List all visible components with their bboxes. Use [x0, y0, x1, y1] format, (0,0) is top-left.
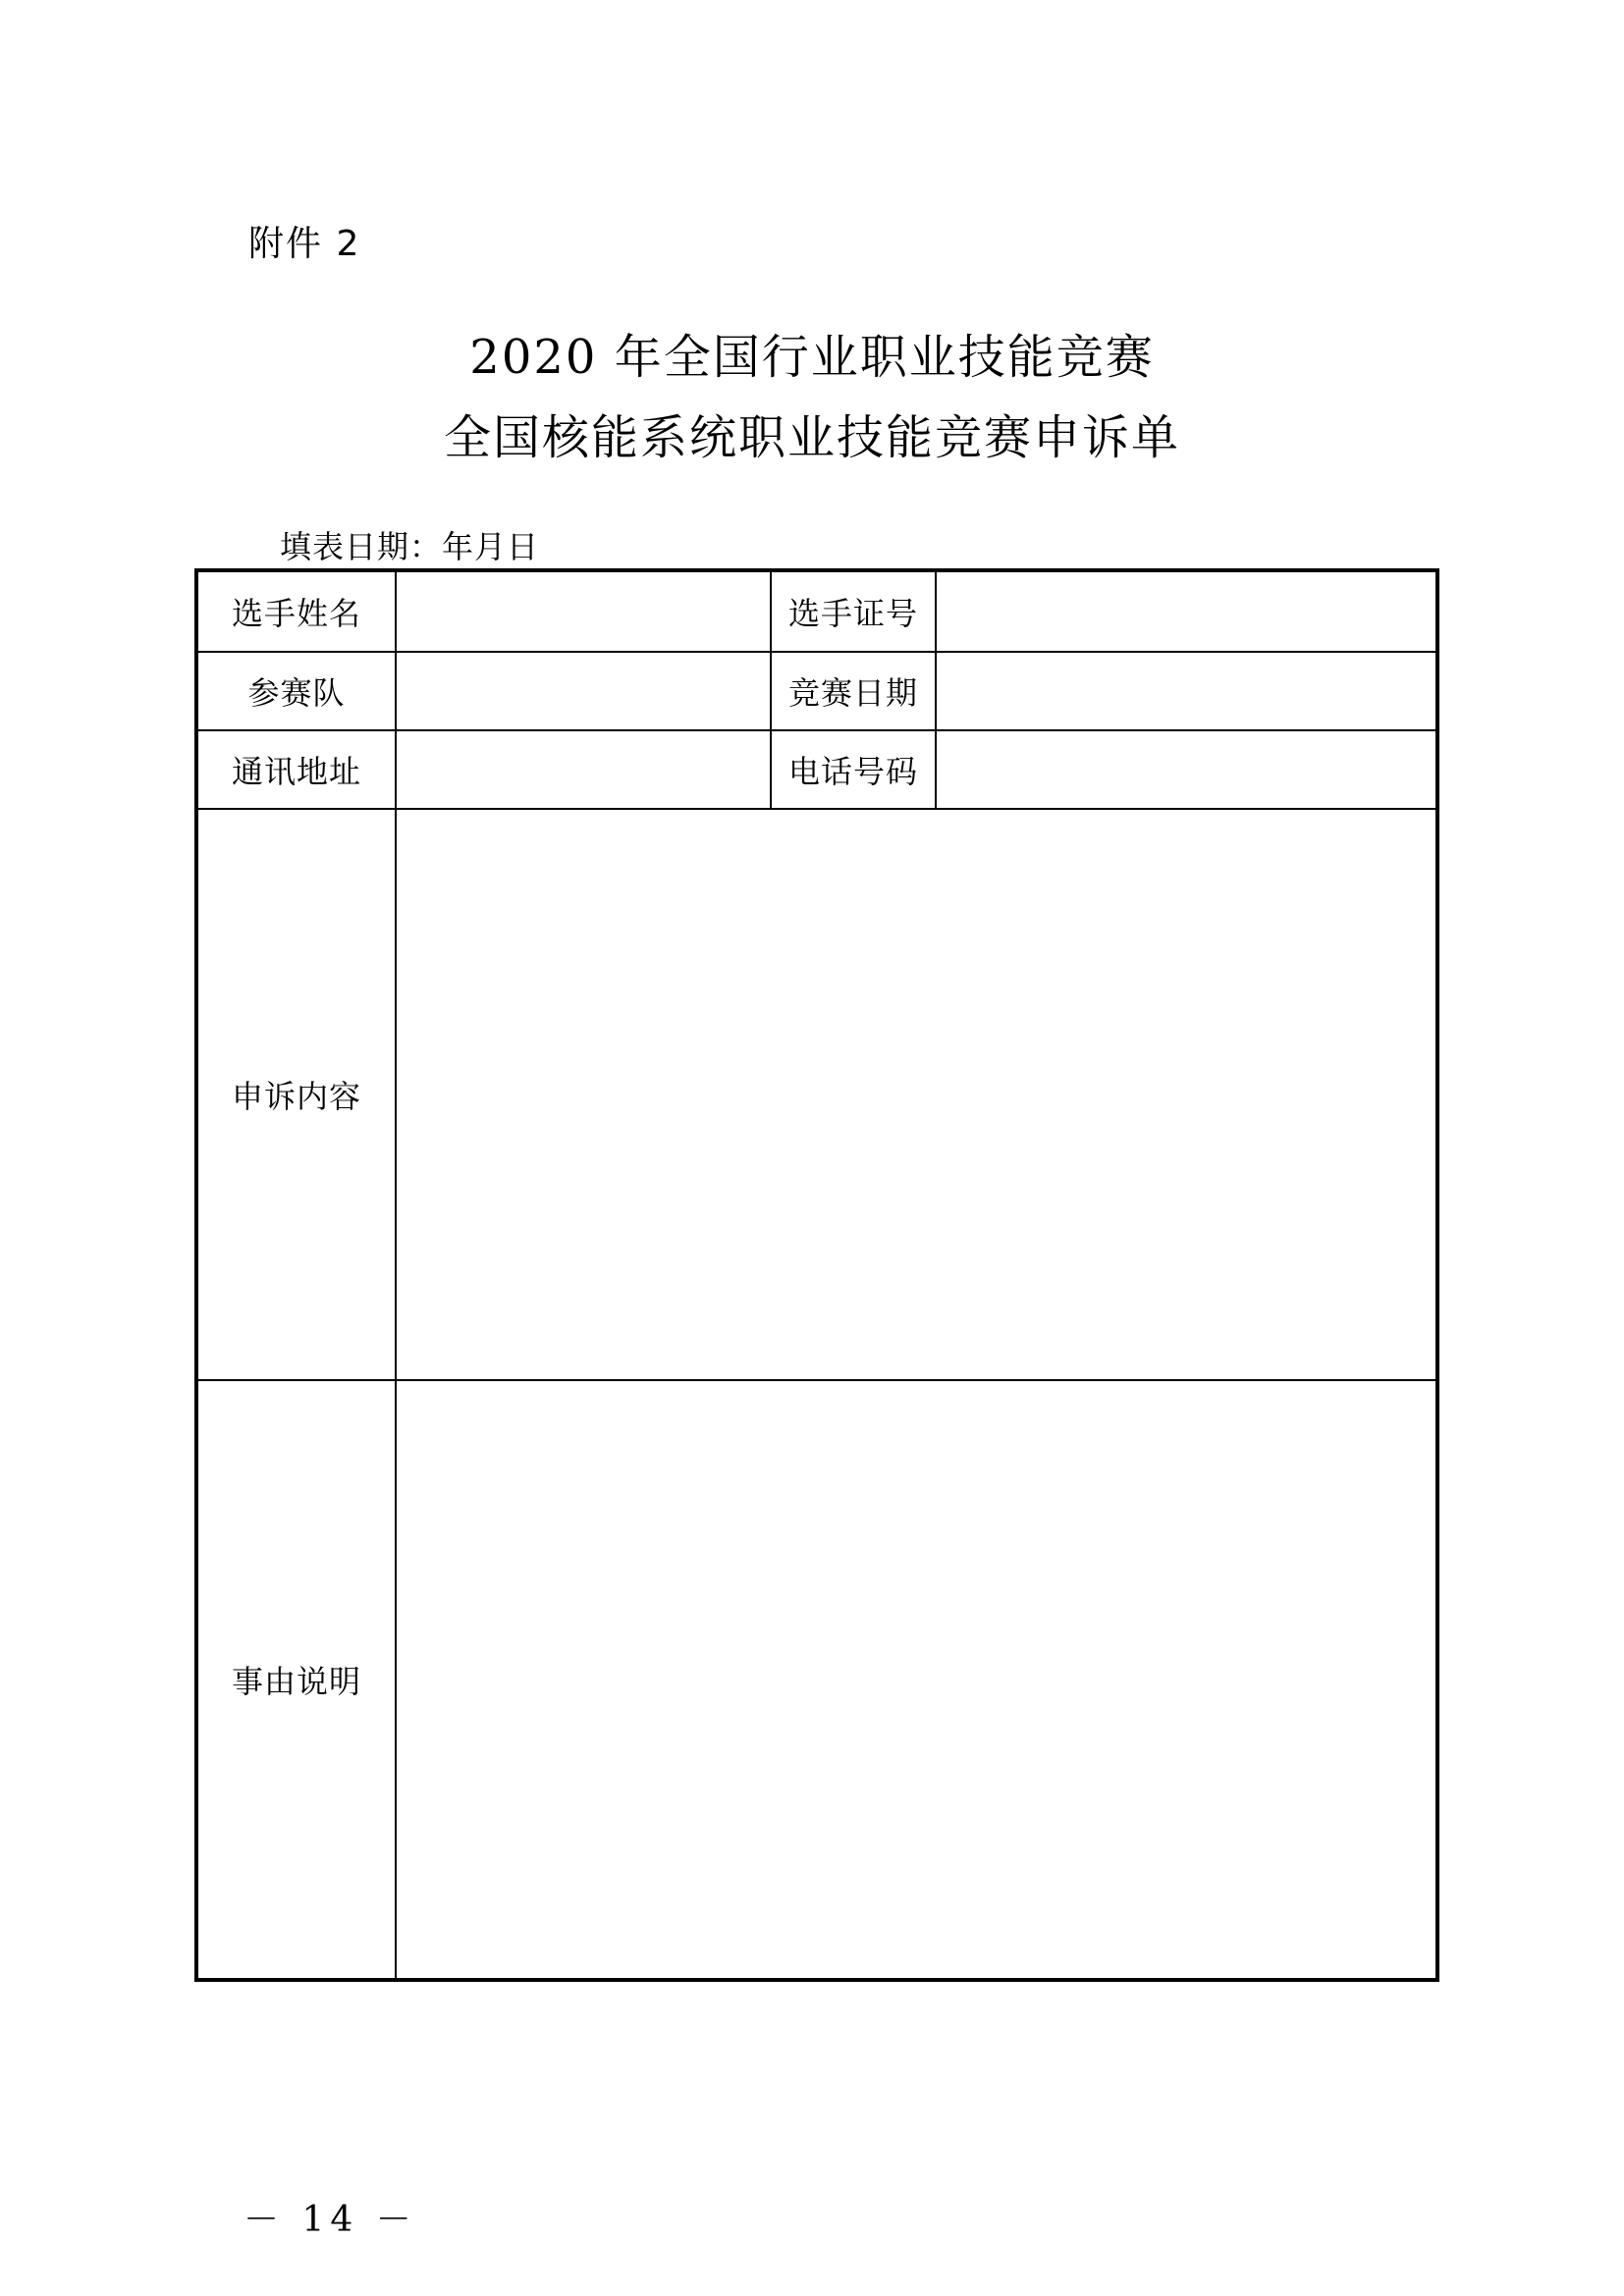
- appeal-content-textarea[interactable]: [397, 810, 1435, 1379]
- appeal-form-table: [194, 568, 1439, 1982]
- mailing-address-input[interactable]: [397, 731, 770, 808]
- fill-date-label: 填表日期：年月日: [280, 528, 540, 565]
- contestant-id-label: 选手证号: [787, 595, 918, 632]
- team-label: 参赛队: [247, 674, 346, 712]
- competition-date-label: 竞赛日期: [787, 674, 918, 712]
- appeal-content-label: 申诉内容: [231, 1078, 361, 1115]
- phone-number-label: 电话号码: [787, 753, 918, 790]
- document-title-line-1: 2020 年全国行业职业技能竞赛: [469, 330, 1155, 385]
- contestant-name-label: 选手姓名: [231, 595, 361, 632]
- attachment-label: 附件 2: [248, 224, 361, 264]
- page-number: － 14 －: [244, 2200, 417, 2240]
- contestant-id-input[interactable]: [937, 572, 1435, 651]
- document-title-line-2: 全国核能系统职业技能竞赛申诉单: [443, 410, 1180, 465]
- team-input[interactable]: [397, 653, 770, 729]
- phone-number-input[interactable]: [937, 731, 1435, 808]
- mailing-address-label: 通讯地址: [231, 753, 361, 790]
- reason-explanation-label: 事由说明: [231, 1663, 361, 1700]
- contestant-name-input[interactable]: [397, 572, 770, 651]
- competition-date-input[interactable]: [937, 653, 1435, 729]
- reason-explanation-textarea[interactable]: [397, 1381, 1435, 1978]
